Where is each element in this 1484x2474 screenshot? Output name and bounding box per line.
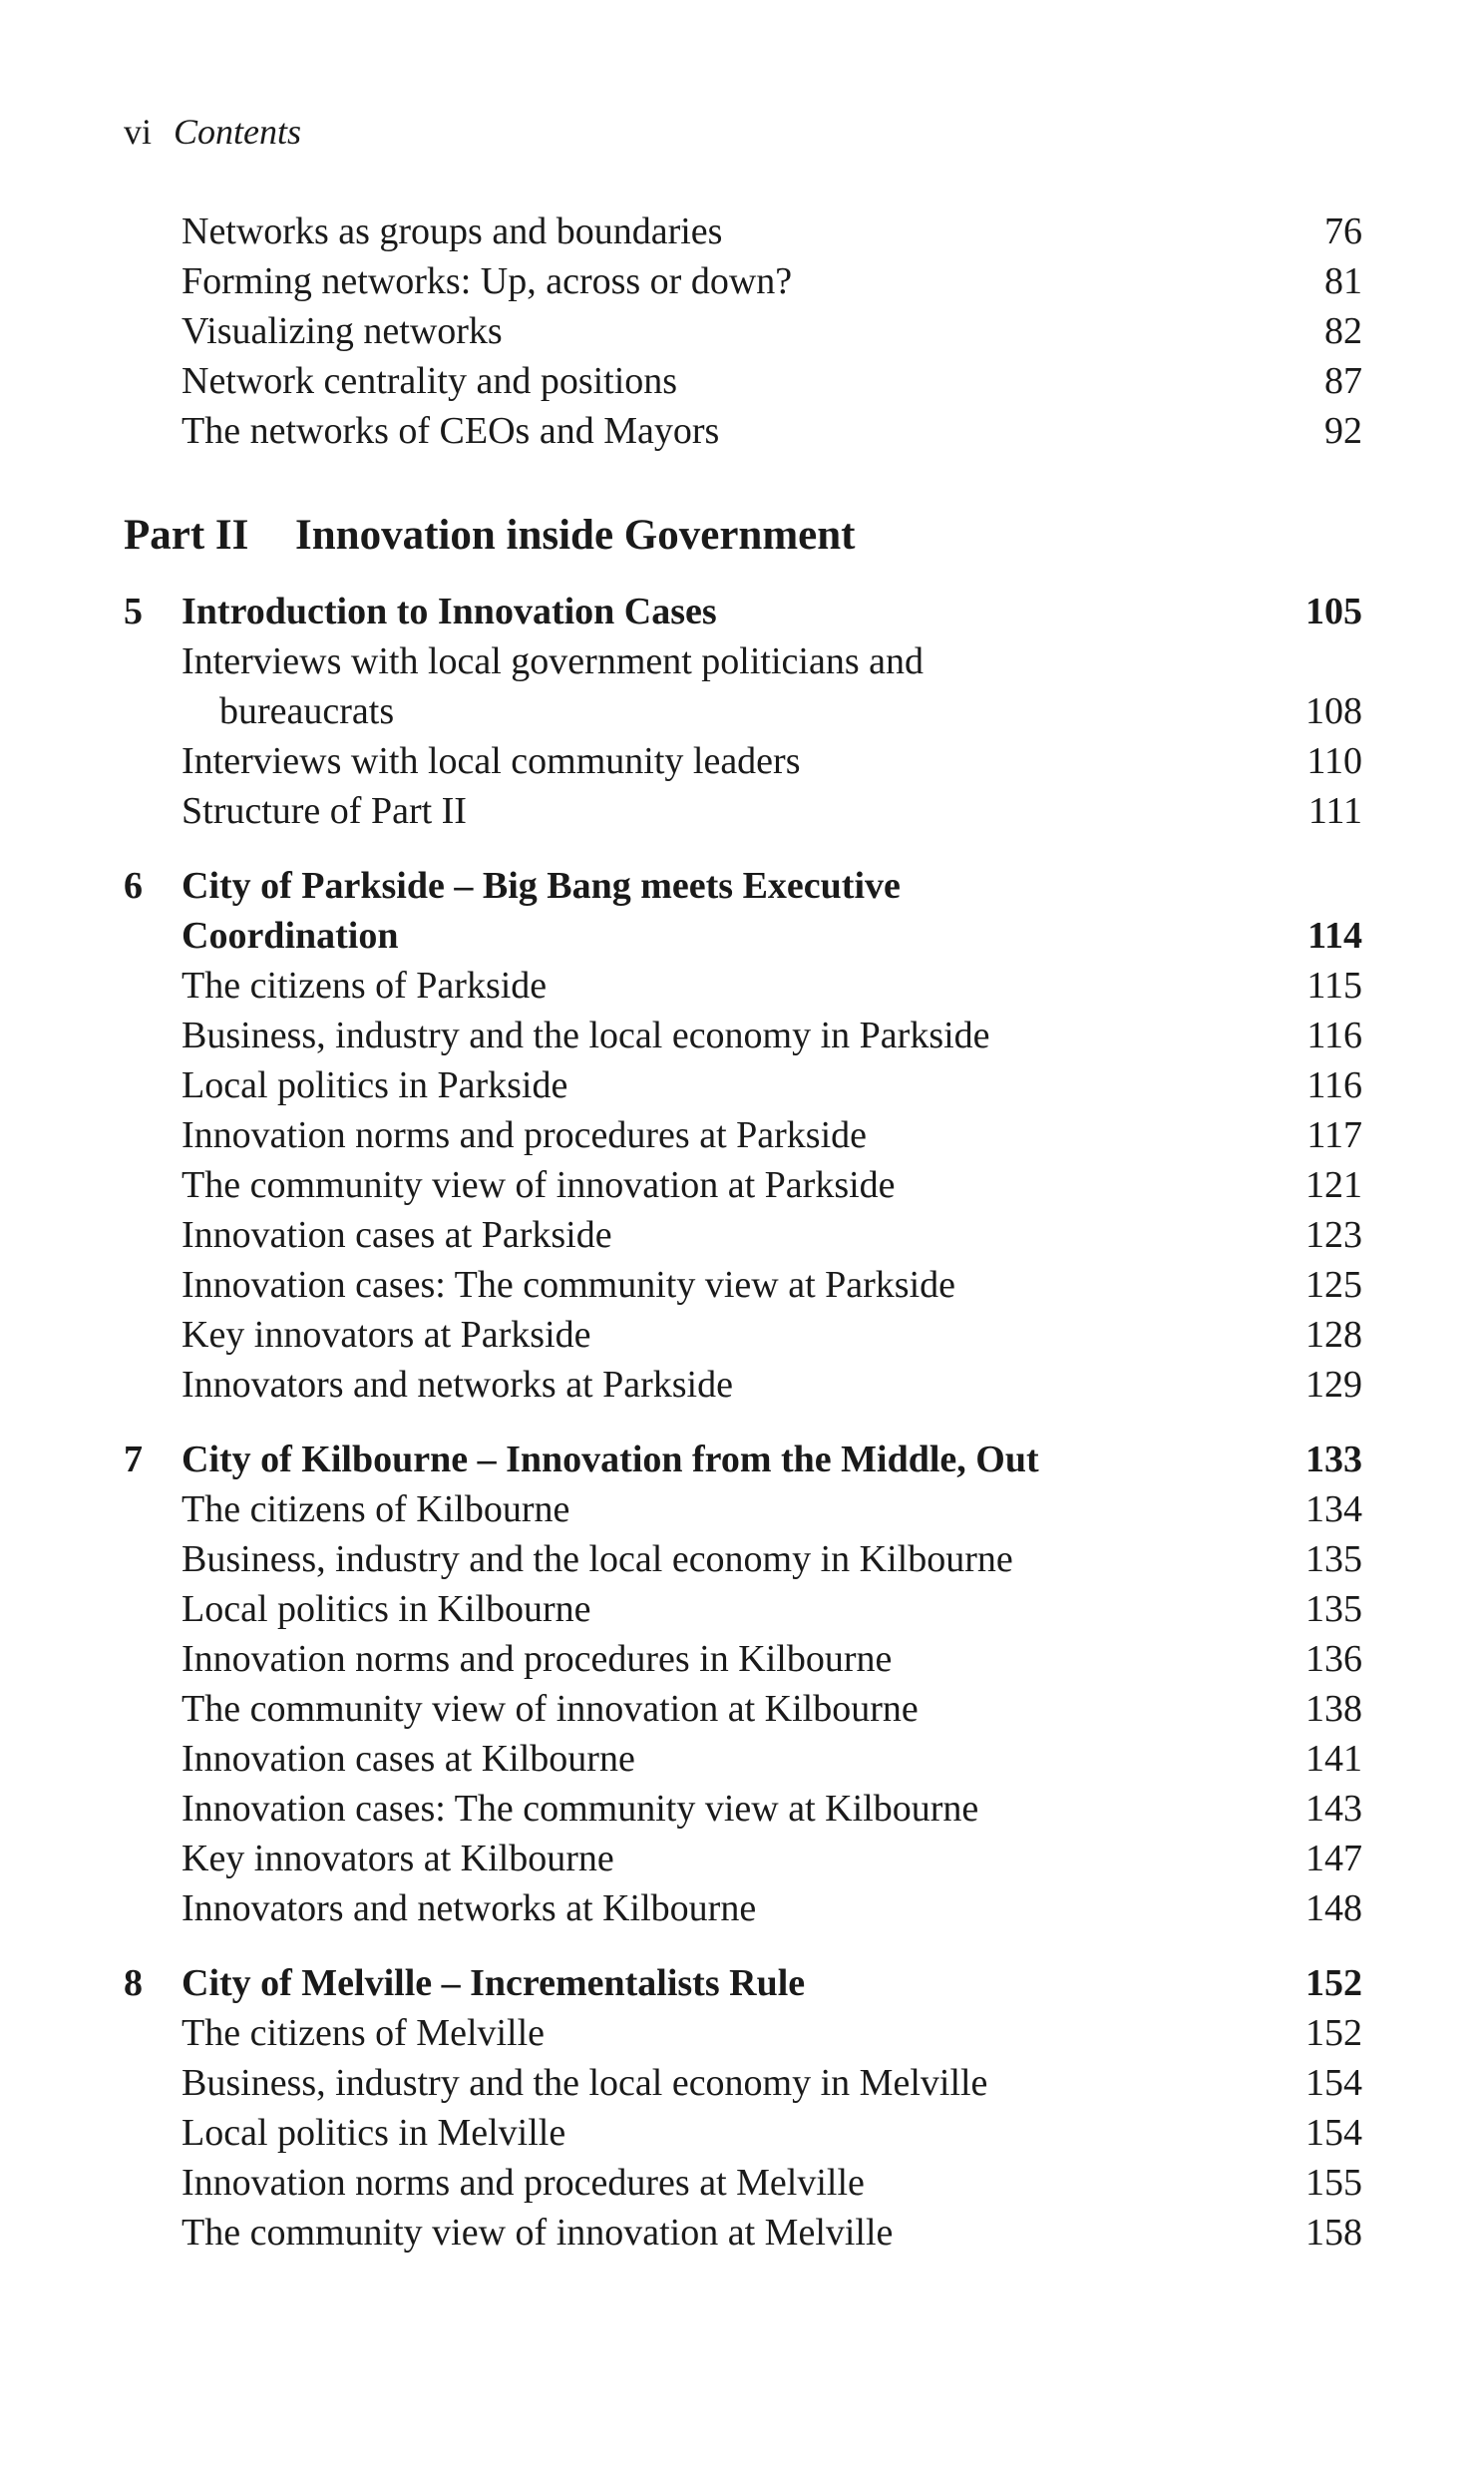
toc-entry-page: 76 [1324, 210, 1362, 252]
toc-entry [124, 736, 1362, 786]
chapter-number: 7 [124, 1439, 143, 1480]
toc-entry-title: The community view of innovation at Kilbourne [182, 1688, 919, 1730]
toc-entry-title: Business, industry and the local economy in Parkside [182, 1015, 990, 1056]
toc-entry-title: Structure of Part II [182, 790, 467, 832]
toc-entry-page: 135 [1305, 1588, 1362, 1630]
toc-entry [124, 1883, 1362, 1933]
toc-entry-page: 141 [1305, 1738, 1362, 1780]
chapter-heading [124, 587, 1362, 636]
chapter-heading [124, 861, 1362, 911]
chapter-heading-continued [124, 911, 1362, 961]
toc-entry-title: Innovation norms and procedures at Parkside [182, 1114, 867, 1156]
toc-entry-page: 117 [1306, 1114, 1362, 1156]
chapter-page: 152 [1305, 1962, 1362, 2004]
toc-entry-page: 87 [1324, 360, 1362, 402]
toc-entry [124, 686, 1362, 736]
toc-entry-title: Interviews with local community leaders [182, 740, 801, 782]
toc-entry-title: Networks as groups and boundaries [182, 210, 723, 252]
running-head [124, 108, 301, 156]
toc-entry-title: The community view of innovation at Parkside [182, 1164, 896, 1206]
toc-entry-page: 158 [1305, 2212, 1362, 2254]
toc-entry-title: The community view of innovation at Melville [182, 2212, 894, 2254]
toc-entry-page: 134 [1305, 1488, 1362, 1530]
toc-entry-title: Forming networks: Up, across or down? [182, 260, 793, 302]
toc-entry [124, 1260, 1362, 1310]
toc-entry [124, 1534, 1362, 1584]
toc-entry-title-continued: bureaucrats [219, 690, 395, 732]
toc-entry-page: 108 [1305, 690, 1362, 732]
toc-entry-title: The citizens of Kilbourne [182, 1488, 570, 1530]
toc-entry-page: 125 [1305, 1264, 1362, 1306]
toc-entry-page: 136 [1305, 1638, 1362, 1680]
toc-entry [124, 636, 1362, 686]
chapter-page: 105 [1305, 591, 1362, 632]
toc-entry [124, 2008, 1362, 2058]
toc-entry [124, 206, 1362, 256]
toc-entry-page: 110 [1306, 740, 1362, 782]
toc-entry-title: The networks of CEOs and Mayors [182, 410, 720, 452]
folio: vi [124, 112, 153, 152]
toc-entry [124, 2208, 1362, 2258]
chapter-title: City of Melville – Incrementalists Rule [182, 1962, 806, 2004]
toc-entry [124, 2108, 1362, 2158]
toc-entry-title: Local politics in Parkside [182, 1064, 568, 1106]
toc-entry-page: 123 [1305, 1214, 1362, 1256]
toc-entry-title: Innovation cases at Kilbourne [182, 1738, 635, 1780]
toc-entry-page: 115 [1306, 965, 1362, 1007]
toc-entry [124, 1684, 1362, 1734]
toc-entry-page: 152 [1305, 2012, 1362, 2054]
toc-entry-page: 147 [1305, 1838, 1362, 1879]
chapter-page: 114 [1307, 915, 1362, 957]
toc-entry-title: Innovation cases: The community view at Parkside [182, 1264, 956, 1306]
toc-entry-title: Innovation cases: The community view at Kilbourne [182, 1788, 979, 1830]
toc-entry-title: Interviews with local government politicians and [182, 640, 924, 682]
chapter-number: 6 [124, 865, 143, 907]
toc-entry-title: Business, industry and the local economy in Kilbourne [182, 1538, 1013, 1580]
toc-entry [124, 1834, 1362, 1883]
chapter-title: Introduction to Innovation Cases [182, 591, 717, 632]
toc-entry-page: 116 [1306, 1064, 1362, 1106]
toc-entry-page: 154 [1305, 2112, 1362, 2154]
chapter-heading [124, 1958, 1362, 2008]
toc-entry [124, 306, 1362, 356]
toc-entry-title: Local politics in Melville [182, 2112, 566, 2154]
toc-entry-page: 111 [1307, 790, 1362, 832]
toc-entry-page: 128 [1305, 1314, 1362, 1356]
toc-entry [124, 1160, 1362, 1210]
toc-entry [124, 1634, 1362, 1684]
toc-entry-page: 154 [1305, 2062, 1362, 2104]
toc-entry-page: 138 [1305, 1688, 1362, 1730]
toc-entry [124, 1360, 1362, 1410]
toc-entry-title: Local politics in Kilbourne [182, 1588, 591, 1630]
chapter-page: 133 [1305, 1439, 1362, 1480]
chapter-number: 8 [124, 1962, 143, 2004]
toc-entry [124, 1210, 1362, 1260]
toc-entry-title: Innovators and networks at Kilbourne [182, 1887, 757, 1929]
toc-entry-page: 82 [1324, 310, 1362, 352]
toc-entry-title: Innovation norms and procedures in Kilbourne [182, 1638, 893, 1680]
toc-entry [124, 1310, 1362, 1360]
toc-entry-title: Key innovators at Kilbourne [182, 1838, 614, 1879]
toc-entry-title: Network centrality and positions [182, 360, 678, 402]
toc-entry-page: 116 [1306, 1015, 1362, 1056]
toc-entry-title: Business, industry and the local economy in Melville [182, 2062, 988, 2104]
part-title: Innovation inside Government [295, 512, 856, 559]
toc-entry-title: Innovation norms and procedures at Melville [182, 2162, 865, 2204]
toc-entry-page: 143 [1305, 1788, 1362, 1830]
toc-entry-title: The citizens of Parkside [182, 965, 548, 1007]
chapter-title-continued: Coordination [182, 915, 399, 957]
toc-entry-title: Innovators and networks at Parkside [182, 1364, 733, 1406]
toc-entry [124, 2058, 1362, 2108]
toc-entry [124, 356, 1362, 406]
toc-entry [124, 1734, 1362, 1784]
toc-entry [124, 2158, 1362, 2208]
running-head-title: Contents [174, 112, 302, 152]
toc-entry-page: 92 [1324, 410, 1362, 452]
chapter-title: City of Parkside – Big Bang meets Executive [182, 865, 901, 907]
toc-entry [124, 1060, 1362, 1110]
toc-entry [124, 406, 1362, 456]
toc-entry-title: Innovation cases at Parkside [182, 1214, 612, 1256]
toc-entry-title: The citizens of Melville [182, 2012, 546, 2054]
toc-entry-page: 135 [1305, 1538, 1362, 1580]
toc-entry [124, 1784, 1362, 1834]
toc-entry-page: 148 [1305, 1887, 1362, 1929]
toc-entry [124, 786, 1362, 836]
part-heading [124, 506, 1362, 566]
toc-entry [124, 1584, 1362, 1634]
toc-entry [124, 1110, 1362, 1160]
toc-entry [124, 1484, 1362, 1534]
part-label: Part II [124, 512, 249, 559]
toc-entry-page: 81 [1324, 260, 1362, 302]
toc-entry-page: 155 [1305, 2162, 1362, 2204]
toc-entry [124, 1011, 1362, 1060]
toc-entry-title: Visualizing networks [182, 310, 503, 352]
chapter-number: 5 [124, 591, 143, 632]
toc-entry-page: 129 [1305, 1364, 1362, 1406]
toc-entry [124, 961, 1362, 1011]
chapter-heading [124, 1435, 1362, 1484]
toc-entry [124, 256, 1362, 306]
chapter-title: City of Kilbourne – Innovation from the Middle, Out [182, 1439, 1039, 1480]
toc-entry-page: 121 [1305, 1164, 1362, 1206]
toc-entry-title: Key innovators at Parkside [182, 1314, 591, 1356]
